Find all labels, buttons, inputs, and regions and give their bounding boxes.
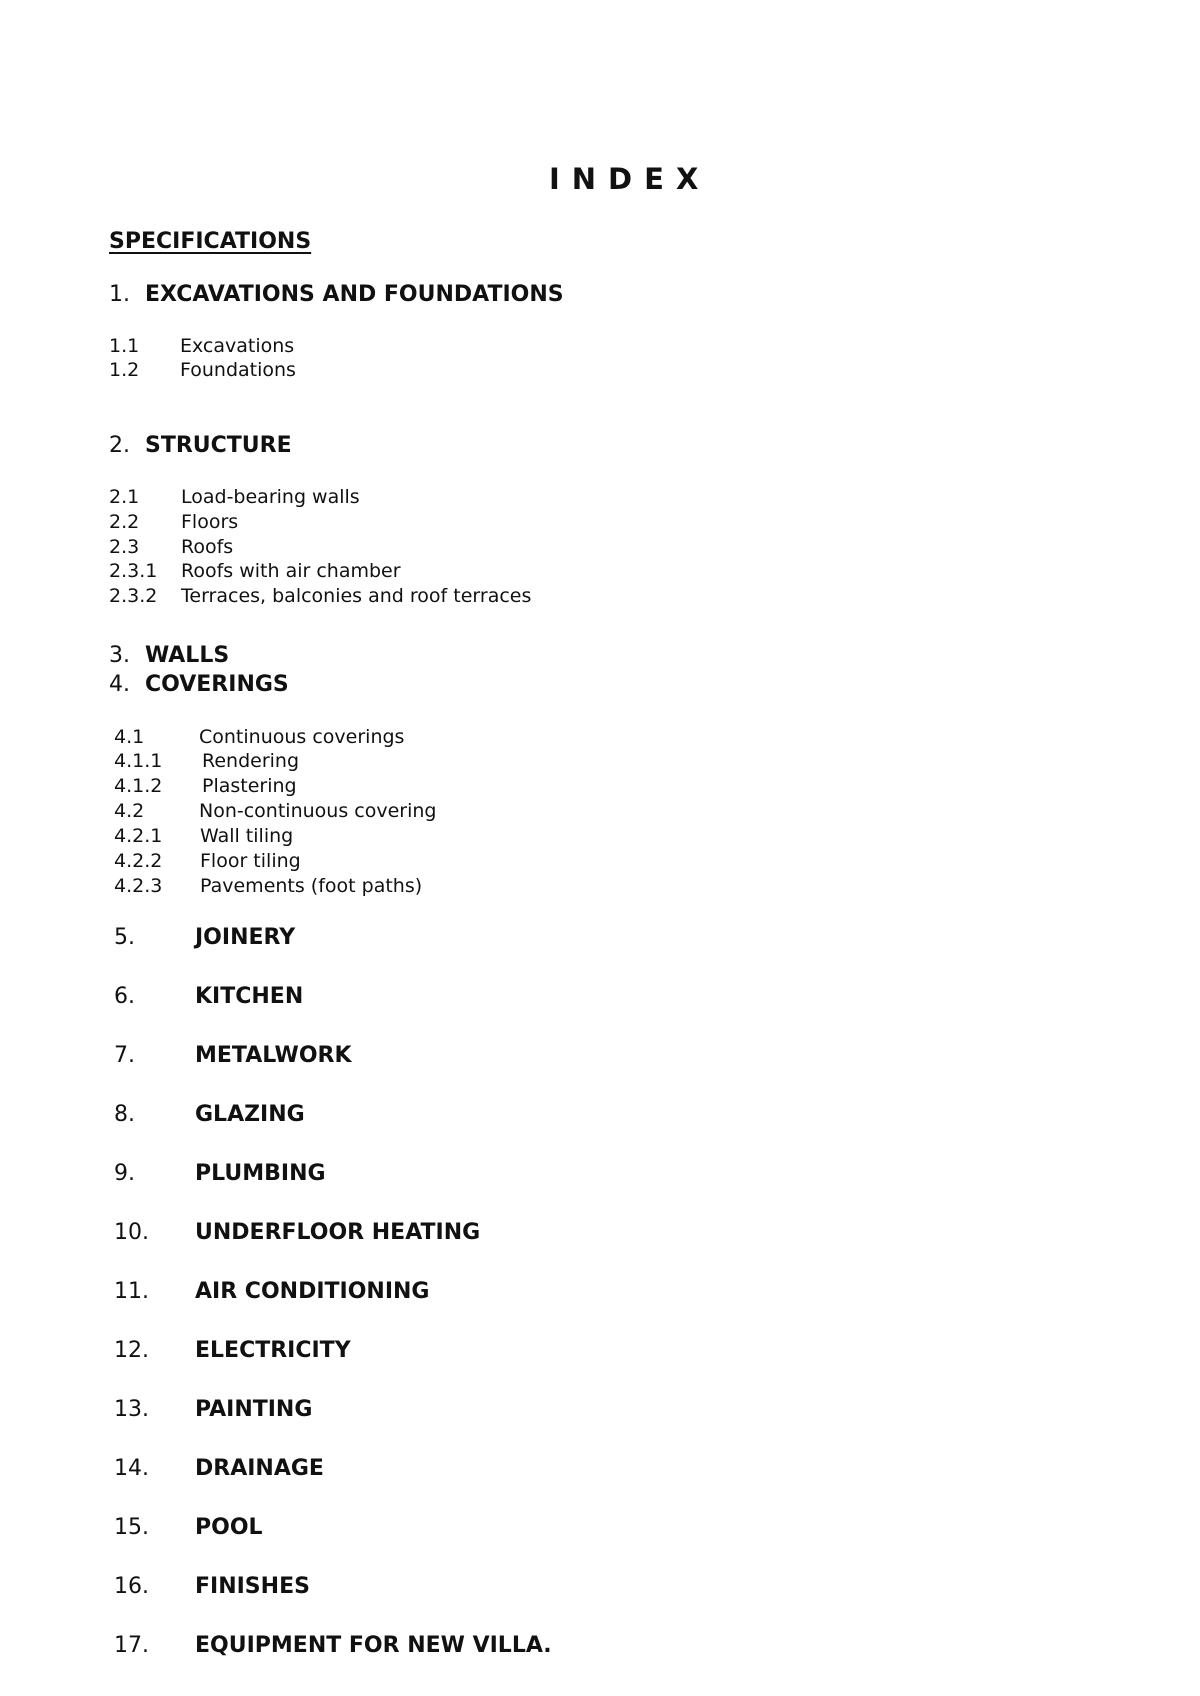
toc-number: 15. xyxy=(114,1515,149,1540)
toc-heading-6 xyxy=(114,984,304,1009)
toc-number: 4. xyxy=(109,672,130,697)
toc-label: DRAINAGE xyxy=(195,1456,324,1481)
toc-label: EXCAVATIONS AND FOUNDATIONS xyxy=(145,282,564,307)
toc-label: Floors xyxy=(181,511,239,533)
toc-label: POOL xyxy=(195,1515,263,1540)
toc-item xyxy=(114,775,297,797)
toc-heading-11 xyxy=(114,1279,430,1304)
toc-label: KITCHEN xyxy=(195,984,304,1009)
toc-number: 13. xyxy=(114,1397,149,1422)
toc-number: 4.2 xyxy=(114,800,145,822)
toc-heading-1 xyxy=(109,282,564,307)
toc-number: 2.3.1 xyxy=(109,560,158,582)
page-title: INDEX xyxy=(549,162,711,196)
toc-label: Roofs xyxy=(181,536,234,558)
toc-number: 6. xyxy=(114,984,135,1009)
toc-number: 12. xyxy=(114,1338,149,1363)
toc-heading-14 xyxy=(114,1456,324,1481)
toc-number: 1. xyxy=(109,282,130,307)
toc-label: Foundations xyxy=(180,359,296,381)
toc-number: 2.1 xyxy=(109,486,140,508)
toc-label: Rendering xyxy=(202,750,300,772)
toc-number: 8. xyxy=(114,1102,135,1127)
toc-number: 2.3.2 xyxy=(109,585,158,607)
toc-item xyxy=(114,825,294,847)
toc-number: 1.2 xyxy=(109,359,140,381)
toc-label: ELECTRICITY xyxy=(195,1338,351,1363)
toc-label: PAINTING xyxy=(195,1397,313,1422)
toc-item xyxy=(109,560,401,582)
toc-number: 4.2.1 xyxy=(114,825,163,847)
toc-label: Non-continuous covering xyxy=(199,800,437,822)
toc-number: 4.1.1 xyxy=(114,750,163,772)
toc-label: WALLS xyxy=(145,643,230,668)
section-heading-specifications: SPECIFICATIONS xyxy=(109,229,312,254)
toc-label: EQUIPMENT FOR NEW VILLA. xyxy=(195,1633,552,1658)
toc-heading-5 xyxy=(114,925,296,950)
toc-number: 5. xyxy=(114,925,135,950)
toc-label: PLUMBING xyxy=(195,1161,326,1186)
toc-number: 2.2 xyxy=(109,511,140,533)
toc-item xyxy=(109,536,234,558)
toc-label: Roofs with air chamber xyxy=(181,560,401,582)
toc-number: 10. xyxy=(114,1220,149,1245)
toc-item xyxy=(109,359,296,381)
toc-label: Pavements (foot paths) xyxy=(200,875,423,897)
toc-heading-8 xyxy=(114,1102,305,1127)
toc-label: GLAZING xyxy=(195,1102,305,1127)
toc-label: STRUCTURE xyxy=(145,433,292,458)
toc-number: 3. xyxy=(109,643,130,668)
toc-number: 9. xyxy=(114,1161,135,1186)
toc-number: 1.1 xyxy=(109,335,140,357)
toc-number: 4.2.3 xyxy=(114,875,163,897)
toc-label: Excavations xyxy=(180,335,295,357)
toc-label: Plastering xyxy=(202,775,297,797)
toc-number: 11. xyxy=(114,1279,149,1304)
toc-label: Floor tiling xyxy=(200,850,301,872)
toc-heading-9 xyxy=(114,1161,326,1186)
toc-heading-16 xyxy=(114,1574,310,1599)
toc-number: 16. xyxy=(114,1574,149,1599)
toc-heading-10 xyxy=(114,1220,481,1245)
toc-heading-15 xyxy=(114,1515,263,1540)
toc-number: 4.2.2 xyxy=(114,850,163,872)
toc-item xyxy=(114,875,423,897)
toc-item xyxy=(114,800,437,822)
toc-label: Terraces, balconies and roof terraces xyxy=(181,585,532,607)
toc-number: 2. xyxy=(109,433,130,458)
toc-heading-7 xyxy=(114,1043,352,1068)
toc-item xyxy=(109,511,239,533)
toc-label: COVERINGS xyxy=(145,672,289,697)
toc-label: FINISHES xyxy=(195,1574,310,1599)
toc-label: JOINERY xyxy=(195,925,296,950)
toc-heading-12 xyxy=(114,1338,351,1363)
toc-item xyxy=(114,726,405,748)
toc-number: 7. xyxy=(114,1043,135,1068)
toc-heading-2 xyxy=(109,433,292,458)
toc-heading-13 xyxy=(114,1397,313,1422)
toc-heading-4 xyxy=(109,672,289,697)
toc-label: METALWORK xyxy=(195,1043,352,1068)
toc-item xyxy=(109,335,295,357)
toc-label: Wall tiling xyxy=(200,825,294,847)
toc-number: 14. xyxy=(114,1456,149,1481)
toc-number: 4.1 xyxy=(114,726,145,748)
toc-label: Load-bearing walls xyxy=(181,486,360,508)
toc-label: AIR CONDITIONING xyxy=(195,1279,430,1304)
toc-item xyxy=(114,850,301,872)
toc-number: 2.3 xyxy=(109,536,140,558)
toc-heading-3 xyxy=(109,643,230,668)
toc-label: Continuous coverings xyxy=(199,726,405,748)
toc-label: UNDERFLOOR HEATING xyxy=(195,1220,481,1245)
toc-heading-17 xyxy=(114,1633,552,1658)
toc-item xyxy=(109,585,532,607)
toc-item xyxy=(114,750,300,772)
toc-number: 4.1.2 xyxy=(114,775,163,797)
toc-item xyxy=(109,486,360,508)
toc-number: 17. xyxy=(114,1633,149,1658)
